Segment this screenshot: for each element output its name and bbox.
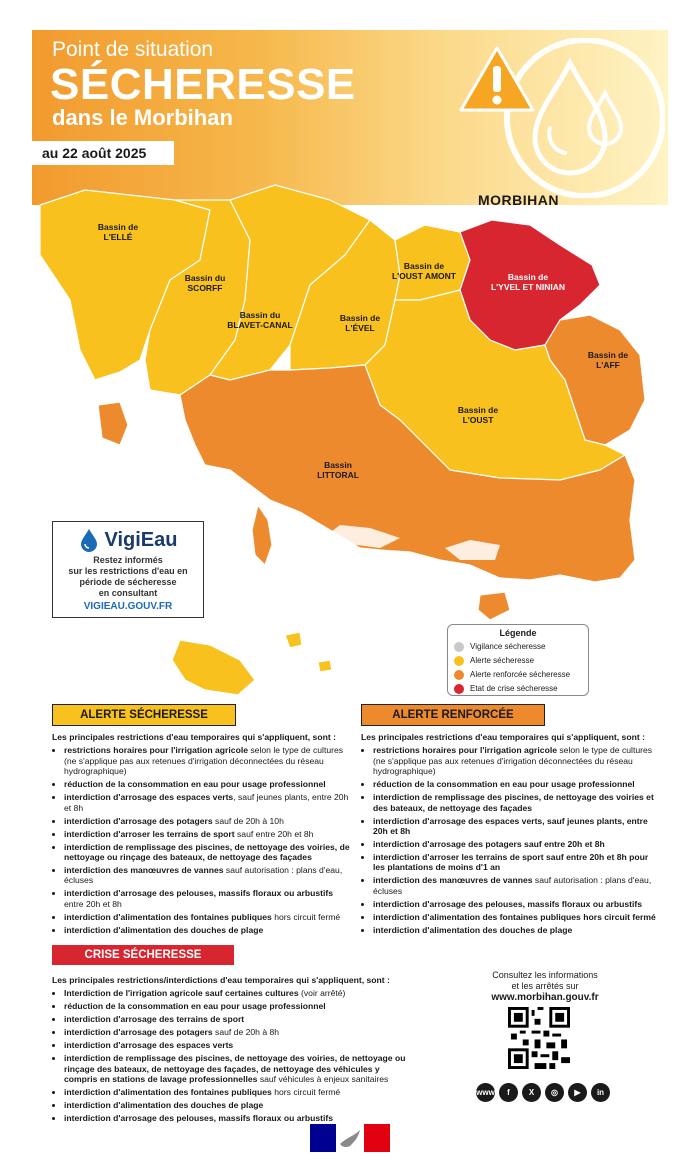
vigieau-link[interactable]: VIGIEAU.GOUV.FR [83, 601, 173, 612]
crise-item: • interdiction d'arrosage des pelouses, massifs floraux ou arbustifs [64, 1113, 412, 1123]
island-belle-ile [172, 640, 255, 695]
renforcee-item: • interdiction de remplissage des piscines, de nettoyage des voiries et des bateaux, de nettoyage des façades [373, 792, 661, 813]
crise-item: • interdiction d'arrosage des potagers sauf de 20h à 8h [64, 1027, 412, 1037]
morbihan-map [0, 170, 700, 710]
legend-swatch [454, 684, 464, 694]
basin-label-oust-amont: Bassin de L'OUST AMONT [391, 261, 457, 281]
renforcee-item: • interdiction d'arrosage des espaces verts, sauf jeunes plants, entre 20h et 8h [373, 816, 661, 837]
www-icon[interactable]: www [476, 1083, 495, 1102]
island-quiberon [252, 505, 272, 565]
island-houat [285, 632, 302, 648]
island-groix [98, 402, 128, 445]
crise-item: • interdiction d'arrosage des espaces verts [64, 1040, 412, 1050]
alerte-item: • interdiction d'arrosage des espaces verts, sauf jeunes plants, entre 20h et 8h [64, 792, 352, 813]
renforcee-item: • interdiction d'arrosage des potagers sauf entre 20h et 8h [373, 839, 661, 849]
linkedin-icon[interactable]: in [591, 1083, 610, 1102]
basin-label-scorff: Bassin du SCORFF [184, 273, 226, 293]
alerte-item: • interdiction d'alimentation des fontaines publiques hors circuit fermé [64, 912, 352, 922]
legend-item: Vigilance sécheresse [454, 641, 588, 652]
legend-item: Alerte renforcée sécheresse [454, 669, 588, 680]
crise-title: CRISE SÉCHERESSE [52, 945, 234, 965]
legend-title: Légende [499, 628, 537, 638]
facebook-icon[interactable]: f [499, 1083, 518, 1102]
crise-restrictions: Les principales restrictions/interdictions d'eau temporaires qui s'appliquent, sont : • Interdiction de l'irrigation agricole sauf certaines cultures (voir arrêté) • réduction de la consommation en eau pour usage professionnel • interdiction d'arrosage des terrains de sport • interdiction d'arrosage des potagers sauf de 20h à 8h • interdiction d'arrosage des espaces verts • interdiction de remplissage des piscines, de nettoyage des voiries, de nettoyage ou rinçage des bateaux, de nettoyage des façades, de nettoyage des véhicules y compris en stations de lavage professionnelles sauf véhicules à enjeux sanitaires • interdiction d'alimentation des fontaines publiques hors circuit fermé • interdiction d'alimentation des douches de plage • interdiction d'arrosage des pelouses, massifs floraux ou arbustifs [52, 975, 412, 1126]
renforcee-item: • interdiction d'alimentation des fontaines publiques hors circuit fermé [373, 912, 661, 922]
water-drop-icon [79, 528, 99, 552]
alerte-item: • restrictions horaires pour l'irrigation agricole selon le type de cultures (ne s'applique pas aux retenues d'irrigation déconnectées du réseau hydrographique) [64, 745, 352, 776]
crise-item: • réduction de la consommation en eau pour usage professionnel [64, 1001, 412, 1011]
alerte-restrictions: Les principales restrictions d'eau temporaires qui s'appliquent, sont : • restrictions horaires pour l'irrigation agricole selon le type de cultures (ne s'applique pas aux retenues d'irrigation déconnectées du réseau hydrographique) • réduction de la consommation en eau pour usage professionnel • interdiction d'arrosage des espaces verts, sauf jeunes plants, entre 20h et 8h • interdiction d'arrosage des potagers sauf de 20h à 10h • interdiction d'arroser les terrains de sport sauf entre 20h et 8h • interdiction de remplissage des piscines, de nettoyage des voiries, de nettoyage ou rinçage des bateaux, de nettoyage des façades • interdiction des manœuvres de vannes sauf autorisation : plans d'eau, écluses • interdiction d'arrosage des pelouses, massifs floraux ou arbustifs entre 20h et 8h • interdiction d'alimentation des fontaines publiques hors circuit fermé • interdiction d'alimentation des douches de plage [52, 732, 352, 938]
header-subtitle: Point de situation [52, 38, 214, 61]
vigieau-logo: VigiEau [53, 528, 203, 552]
crise-item: • interdiction d'arrosage des terrains de sport [64, 1014, 412, 1024]
renforcee-restrictions: Les principales restrictions d'eau temporaires qui s'appliquent, sont : • restrictions horaires pour l'irrigation agricole selon le type de cultures (ne s'applique pas aux retenues d'irrigation déconnectées du réseau hydrographique) • réduction de la consommation en eau pour usage professionnel • interdiction de remplissage des piscines, de nettoyage des voiries et des bateaux, de nettoyage des façades • interdiction d'arrosage des espaces verts, sauf jeunes plants, entre 20h et 8h • interdiction d'arrosage des potagers sauf entre 20h et 8h • interdiction d'arroser les terrains de sport sauf entre 20h et 8h pour les plantations de moins d'1 an • interdiction des manœuvres de vannes sauf autorisation : plans d'eau, écluses • interdiction d'arrosage des pelouses, massifs floraux ou arbustifs • interdiction d'alimentation des fontaines publiques hors circuit fermé • interdiction d'alimentation des douches de plage [361, 732, 661, 938]
legend-swatch [454, 670, 464, 680]
alerte-item: • interdiction des manœuvres de vannes sauf autorisation : plans d'eau, écluses [64, 865, 352, 886]
basin-label-evel: Bassin de L'ÉVEL [339, 313, 381, 333]
map-legend [447, 624, 589, 696]
header-title: SÉCHERESSE [50, 60, 356, 109]
basin-label-blavet: Bassin du BLAVET-CANAL [227, 310, 293, 330]
instagram-icon[interactable]: ◎ [545, 1083, 564, 1102]
renforcee-title: ALERTE RENFORCÉE [361, 704, 545, 726]
basin-label-aff: Bassin de L'AFF [587, 350, 629, 370]
alerte-item: • interdiction d'arrosage des pelouses, massifs floraux ou arbustifs entre 20h et 8h [64, 888, 352, 909]
marianne-logo [310, 1124, 390, 1152]
crise-item: • interdiction d'alimentation des fontaines publiques hors circuit fermé [64, 1087, 412, 1097]
legend-swatch [454, 656, 464, 666]
basin-label-yvel-ninian: Bassin de L'YVEL ET NINIAN [490, 272, 566, 292]
social-links [476, 1083, 610, 1102]
prefecture-link[interactable]: www.morbihan.gouv.fr [491, 992, 599, 1003]
basin-label-oust: Bassin de L'OUST [457, 405, 499, 425]
renforcee-item: • interdiction des manœuvres de vannes sauf autorisation : plans d'eau, écluses [373, 875, 661, 896]
renforcee-item: • interdiction d'arroser les terrains de sport sauf entre 20h et 8h pour les plantations de moins d'1 an [373, 852, 661, 873]
x-icon[interactable]: X [522, 1083, 541, 1102]
youtube-icon[interactable]: ▶ [568, 1083, 587, 1102]
basin-label-littoral: Bassin LITTORAL [317, 460, 359, 480]
alerte-item: • interdiction d'alimentation des douches de plage [64, 925, 352, 935]
basin-label-elle: Bassin de L'ELLÉ [97, 222, 139, 242]
crise-item: • interdiction d'alimentation des douches de plage [64, 1100, 412, 1110]
alerte-title: ALERTE SÉCHERESSE [52, 704, 236, 726]
renforcee-item: • réduction de la consommation en eau pour usage professionnel [373, 779, 661, 789]
date-badge: au 22 août 2025 [32, 141, 174, 165]
renforcee-item: • interdiction d'alimentation des douches de plage [373, 925, 661, 935]
legend-item: Alerte sécheresse [454, 655, 588, 666]
crise-item: • Interdiction de l'irrigation agricole sauf certaines cultures (voir arrêté) [64, 988, 412, 998]
header-location: dans le Morbihan [52, 105, 233, 130]
crise-item: • interdiction de remplissage des piscines, de nettoyage des voiries, de nettoyage ou rinçage des bateaux, de nettoyage des façades, de nettoyage des véhicules y compris en stations de lavage professionnelles sauf véhicules à enjeux sanitaires [64, 1053, 412, 1084]
alerte-item: • réduction de la consommation en eau pour usage professionnel [64, 779, 352, 789]
alerte-item: • interdiction d'arrosage des potagers sauf de 20h à 10h [64, 816, 352, 826]
island-small [478, 592, 510, 620]
department-label: MORBIHAN [478, 192, 559, 208]
renforcee-item: • interdiction d'arrosage des pelouses, massifs floraux ou arbustifs [373, 899, 661, 909]
legend-swatch [454, 642, 464, 652]
consult-info: Consultez les informations et les arrêtés sur www.morbihan.gouv.fr [470, 970, 620, 1003]
legend-item: Etat de crise sécheresse [454, 683, 588, 694]
qr-code[interactable] [508, 1007, 570, 1069]
island-hoedic [318, 660, 332, 672]
vigieau-box: VigiEau Restez informés sur les restrictions d'eau en période de sécheresse en consultant VIGIEAU.GOUV.FR [52, 521, 204, 618]
alerte-item: • interdiction d'arroser les terrains de sport sauf entre 20h et 8h [64, 829, 352, 839]
renforcee-item: • restrictions horaires pour l'irrigation agricole selon le type de cultures (ne s'applique pas aux retenues d'irrigation déconnectées du réseau hydrographique) [373, 745, 661, 776]
alerte-item: • interdiction de remplissage des piscines, de nettoyage des voiries, de nettoyage ou rinçage des bateaux, de nettoyage des façades [64, 842, 352, 863]
